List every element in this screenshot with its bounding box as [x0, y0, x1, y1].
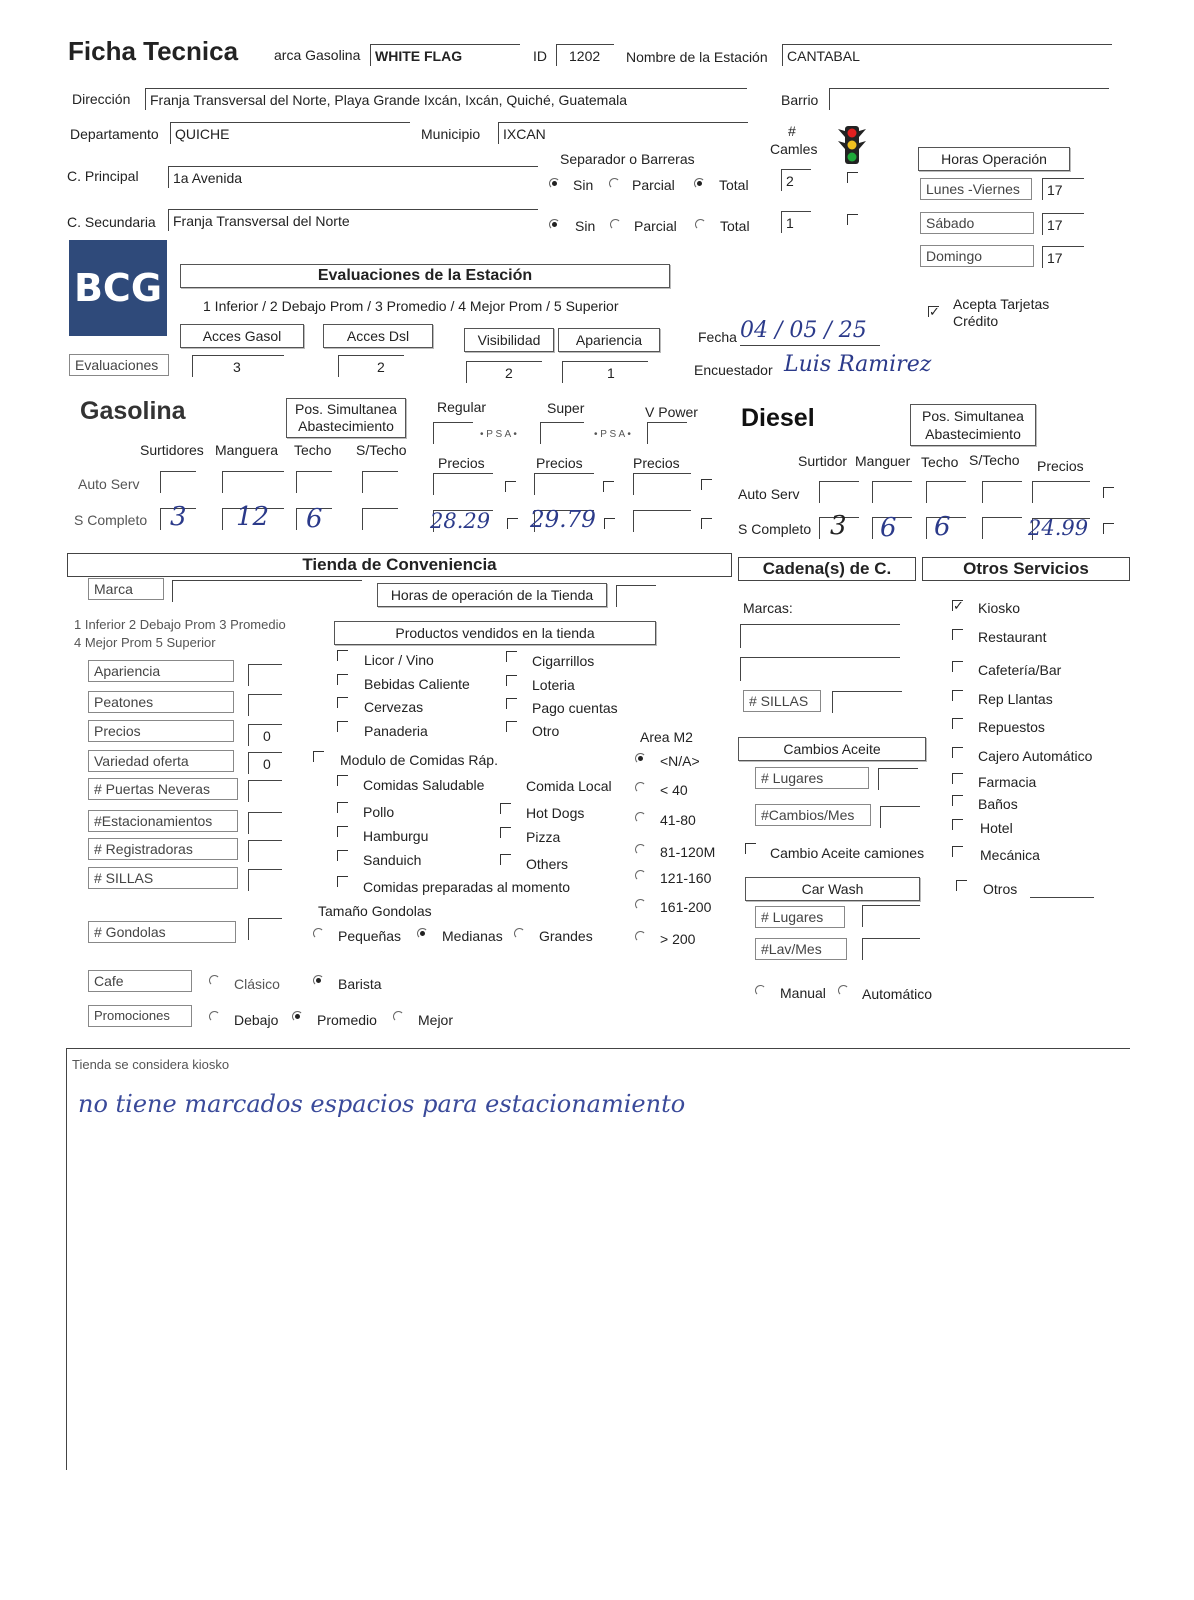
gas-sc-precio-regular-value: 28.29 — [430, 509, 491, 533]
area-na-label: <N/A> — [660, 753, 700, 769]
principal-parcial-label: Parcial — [632, 177, 675, 193]
tienda-sillas-field[interactable] — [248, 869, 282, 891]
diesel-manguer-col: Manguer — [855, 453, 911, 469]
horas-sabado-label: Sábado — [920, 212, 1034, 234]
aceite-title: Cambios Aceite — [738, 737, 926, 761]
gas-sc-precio-super-value: 29.79 — [530, 507, 596, 533]
gas-sc-regular-check[interactable] — [507, 518, 518, 529]
dsl-as-techo[interactable] — [926, 481, 966, 503]
camiles-principal-check[interactable] — [847, 172, 858, 183]
gasolina-s-completo-label: S Completo — [74, 512, 148, 528]
area-40-radio[interactable] — [635, 782, 646, 793]
dsl-sc-stecho[interactable] — [982, 517, 1022, 539]
encuestador-label: Encuestador — [694, 362, 773, 378]
pizza-check[interactable] — [500, 827, 511, 838]
horas-title: Horas Operación — [918, 147, 1070, 171]
acces-gasol-field[interactable]: 3 — [192, 355, 284, 377]
otros-farmacia-label: Farmacia — [978, 774, 1037, 790]
dsl-sc-check[interactable] — [1103, 523, 1114, 534]
tienda-peatones-label: Peatones — [88, 691, 234, 713]
comidas-preparadas-label: Comidas preparadas al momento — [363, 879, 570, 895]
cadena-title: Cadena(s) de C. — [738, 557, 916, 581]
gas-as-precio-regular[interactable] — [433, 473, 493, 495]
gondolas-grandes-radio[interactable] — [514, 928, 525, 939]
gas-as-regular-check[interactable] — [505, 481, 516, 492]
tienda-horas-label: Horas de operación de la Tienda — [377, 583, 607, 607]
tienda-estacionamientos-label: #Estacionamientos — [88, 810, 238, 832]
traffic-light-icon — [837, 125, 867, 165]
otros-cafeteria-label: Cafetería/Bar — [978, 662, 1062, 678]
apariencia-label: Apariencia — [558, 328, 660, 352]
camiles-secundaria-field[interactable]: 1 — [781, 211, 811, 233]
gondolas-grandes-label: Grandes — [539, 928, 593, 944]
secundaria-total-radio[interactable] — [695, 219, 706, 230]
horas-sabado-field[interactable]: 17 — [1042, 213, 1084, 235]
area-na-radio[interactable] — [635, 753, 646, 764]
otros-farmacia-check[interactable] — [952, 773, 963, 784]
otros-hotel-label: Hotel — [980, 820, 1013, 836]
departamento-field[interactable]: QUICHE — [170, 122, 410, 144]
carwash-lugares-field[interactable] — [862, 905, 920, 927]
estacion-field[interactable]: CANTABAL — [782, 44, 1112, 66]
cafe-label: Cafe — [88, 970, 192, 992]
gondolas-pequenas-radio[interactable] — [313, 928, 324, 939]
gas-sc-manguera-value: 12 — [236, 502, 270, 532]
cadena-sillas-field[interactable] — [832, 691, 902, 713]
id-field[interactable]: 1202 — [556, 44, 614, 66]
acepta-tarjetas-label: Acepta Tarjetas Crédito — [953, 296, 1050, 329]
secundaria-sin-radio[interactable] — [549, 219, 560, 230]
aceite-cambios-field[interactable] — [880, 806, 920, 828]
vpower-pos-field[interactable] — [647, 422, 687, 444]
fecha-underline — [740, 345, 880, 346]
super-label: Super — [547, 400, 585, 416]
principal-total-radio[interactable] — [694, 178, 705, 189]
c-principal-field[interactable]: 1a Avenida — [168, 166, 538, 188]
otros-restaurant-label: Restaurant — [978, 629, 1047, 645]
gasolina-auto-serv-label: Auto Serv — [78, 476, 140, 492]
direccion-label: Dirección — [72, 91, 131, 107]
promo-promedio-label: Promedio — [317, 1012, 377, 1028]
otros-cafeteria-check[interactable] — [952, 661, 963, 672]
principal-total-label: Total — [719, 177, 749, 193]
acepta-tarjetas-check[interactable]: ✓ — [929, 304, 940, 319]
otros-llantas-check[interactable] — [952, 690, 963, 701]
diesel-surtidor-col: Surtidor — [798, 453, 848, 469]
prod-licor-check[interactable] — [337, 650, 348, 661]
hotdogs-check[interactable] — [500, 803, 511, 814]
aceite-lugares-label: # Lugares — [755, 767, 869, 789]
aceite-camiones-check[interactable] — [745, 843, 756, 854]
carwash-auto-radio[interactable] — [838, 985, 849, 996]
dsl-sc-techo-value: 6 — [934, 512, 951, 542]
gas-sc-surtidores-value: 3 — [170, 502, 187, 532]
cadena-sillas-label: # SILLAS — [743, 690, 821, 712]
c-principal-label: C. Principal — [67, 168, 139, 184]
camiles-principal-field[interactable]: 2 — [781, 169, 811, 191]
tienda-gondolas-field[interactable] — [248, 918, 282, 940]
otros-llantas-label: Rep Llantas — [978, 691, 1053, 707]
municipio-field[interactable]: IXCAN — [498, 122, 748, 144]
principal-sin-label: Sin — [573, 177, 594, 193]
cafe-clasico-radio[interactable] — [209, 975, 220, 986]
tienda-horas-field[interactable] — [616, 585, 656, 607]
carwash-manual-label: Manual — [780, 985, 826, 1001]
aceite-camiones-label: Cambio Aceite camiones — [770, 845, 925, 861]
gas-as-super-check[interactable] — [603, 481, 614, 492]
otros-cajero-check[interactable] — [952, 747, 963, 758]
notes-top-border — [66, 1048, 1130, 1049]
tienda-peatones-field[interactable] — [248, 694, 282, 716]
pollo-label: Pollo — [363, 804, 395, 820]
c-secundaria-field[interactable]: Franja Transversal del Norte — [168, 209, 538, 231]
otros-banos-check[interactable] — [952, 795, 963, 806]
tienda-scale-2: 4 Mejor Prom 5 Superior — [74, 635, 216, 650]
gas-as-vpower-check[interactable] — [701, 479, 712, 490]
prod-otro-label: Otro — [532, 723, 560, 739]
direccion-field[interactable]: Franja Transversal del Norte, Playa Grande Ixcán, Ixcán, Quiché, Guatemala — [145, 88, 747, 110]
departamento-label: Departamento — [70, 126, 159, 142]
visibilidad-field[interactable]: 2 — [466, 361, 542, 383]
tienda-marca-field[interactable] — [172, 580, 362, 602]
page-title: Ficha Tecnica — [68, 36, 239, 66]
promo-debajo-label: Debajo — [234, 1012, 279, 1028]
principal-sin-radio[interactable] — [549, 178, 560, 189]
diesel-auto-serv-label: Auto Serv — [738, 486, 800, 502]
psa-super: • P S A • — [594, 429, 631, 440]
vpower-label: V Power — [645, 404, 698, 420]
manguera-col: Manguera — [215, 442, 279, 458]
modulo-check[interactable] — [313, 751, 324, 762]
horas-domingo-field[interactable]: 17 — [1042, 246, 1084, 268]
tienda-variedad-field[interactable]: 0 — [248, 752, 282, 774]
tienda-registradoras-field[interactable] — [248, 840, 282, 862]
prod-panaderia-check[interactable] — [337, 721, 348, 732]
surtidores-col: Surtidores — [140, 442, 204, 458]
prod-cervezas-label: Cervezas — [364, 699, 424, 715]
gas-as-surtidores[interactable] — [160, 471, 196, 493]
gas-sc-vpower-check[interactable] — [701, 518, 712, 529]
pollo-check[interactable] — [337, 802, 348, 813]
area-200-radio[interactable] — [635, 899, 646, 910]
cafe-clasico-label: Clásico — [234, 976, 280, 992]
secundaria-parcial-radio[interactable] — [610, 219, 621, 230]
prod-pago-label: Pago cuentas — [532, 700, 618, 716]
comidas-preparadas-check[interactable] — [337, 876, 348, 887]
acces-dsl-label: Acces Dsl — [323, 324, 433, 348]
promo-promedio-radio[interactable] — [292, 1011, 303, 1022]
tienda-puertas-label: # Puertas Neveras — [88, 778, 238, 800]
principal-parcial-radio[interactable] — [609, 178, 620, 189]
diesel-techo-col: Techo — [921, 454, 959, 470]
otros-repuestos-label: Repuestos — [978, 719, 1045, 735]
diesel-precios-label: Precios — [1037, 458, 1084, 474]
area-200plus-label: > 200 — [660, 931, 696, 947]
comidas-saludable-check[interactable] — [337, 775, 348, 786]
tienda-puertas-field[interactable] — [248, 780, 282, 802]
bcg-logo — [69, 240, 167, 336]
otros-cajero-label: Cajero Automático — [978, 748, 1093, 764]
secundaria-parcial-label: Parcial — [634, 218, 677, 234]
promo-debajo-radio[interactable] — [209, 1011, 220, 1022]
otros-otros-underline — [1030, 897, 1094, 898]
otros-mecanica-label: Mecánica — [980, 847, 1040, 863]
area-160-label: 121-160 — [660, 870, 712, 886]
cafe-barista-radio[interactable] — [313, 975, 324, 986]
stecho-col: S/Techo — [356, 442, 407, 458]
area-160-radio[interactable] — [635, 870, 646, 881]
gas-as-precio-vpower[interactable] — [633, 473, 691, 495]
diesel-pos-label: Pos. Simultanea Abastecimiento — [910, 404, 1036, 446]
barrio-field[interactable] — [829, 88, 1109, 110]
fecha-label: Fecha — [698, 329, 737, 345]
others-label: Others — [526, 856, 569, 872]
super-pos-field[interactable] — [540, 422, 584, 444]
prod-pago-check[interactable] — [506, 698, 517, 709]
prod-cigarrillos-label: Cigarrillos — [532, 653, 595, 669]
notes-handwritten[interactable]: no tiene marcados espacios para estacionamiento — [78, 1090, 686, 1118]
gasolina-pos-label: Pos. Simultanea Abastecimiento — [286, 398, 406, 438]
otros-otros-label: Otros — [983, 881, 1018, 897]
precios-regular-label: Precios — [438, 455, 485, 471]
aceite-lugares-field[interactable] — [878, 768, 918, 790]
evaluaciones-row-label: Evaluaciones — [69, 354, 169, 376]
hamburgu-check[interactable] — [337, 826, 348, 837]
diesel-title: Diesel — [741, 404, 815, 432]
dsl-sc-surtidor-value: 3 — [830, 511, 847, 541]
comida-local-label: Comida Local — [526, 778, 612, 794]
carwash-title: Car Wash — [745, 877, 920, 901]
gas-sc-precio-vpower[interactable] — [633, 510, 691, 532]
otros-kiosko-check[interactable]: ✓ — [953, 598, 964, 613]
horas-domingo-label: Domingo — [920, 245, 1034, 267]
productos-title: Productos vendidos en la tienda — [334, 621, 656, 645]
cafe-barista-label: Barista — [338, 976, 382, 992]
otros-title: Otros Servicios — [922, 557, 1130, 581]
sanduich-label: Sanduich — [363, 852, 422, 868]
pizza-label: Pizza — [526, 829, 561, 845]
marca-label: arca Gasolina — [274, 47, 361, 63]
gas-as-techo[interactable] — [296, 471, 332, 493]
tienda-apariencia-label: Apariencia — [88, 660, 234, 682]
area-120-radio[interactable] — [635, 844, 646, 855]
dsl-as-check[interactable] — [1103, 487, 1114, 498]
evaluaciones-title: Evaluaciones de la Estación — [180, 264, 670, 288]
modulo-label: Modulo de Comidas Ráp. — [340, 752, 498, 768]
horas-lunes-label: Lunes -Viernes — [920, 178, 1032, 200]
marca-2-field[interactable] — [740, 657, 900, 681]
bcg-logo-text: BCG — [73, 266, 163, 310]
horas-lunes-field[interactable]: 17 — [1042, 178, 1084, 200]
otros-banos-label: Baños — [978, 796, 1018, 812]
diesel-s-completo-label: S Completo — [738, 521, 812, 537]
prod-panaderia-label: Panaderia — [364, 723, 428, 739]
otros-repuestos-check[interactable] — [952, 718, 963, 729]
gas-as-stecho[interactable] — [362, 471, 398, 493]
fecha-value: 04 / 05 / 25 — [740, 318, 867, 343]
tienda-scale-1: 1 Inferior 2 Debajo Prom 3 Promedio — [74, 617, 286, 632]
secundaria-total-label: Total — [720, 218, 750, 234]
tienda-apariencia-field[interactable] — [248, 664, 282, 686]
encuestador-signature: Luis Ramirez — [784, 352, 932, 377]
tienda-variedad-label: Variedad oferta — [88, 750, 234, 772]
aceite-cambios-label: #Cambios/Mes — [755, 804, 871, 826]
apariencia-field[interactable]: 1 — [562, 361, 648, 383]
separador-label: Separador o Barreras — [560, 151, 695, 167]
camiles-hash: # — [788, 123, 796, 139]
carwash-lugares-label: # Lugares — [755, 906, 845, 928]
area-40-label: < 40 — [660, 782, 688, 798]
area-label: Area M2 — [640, 729, 693, 745]
area-200plus-radio[interactable] — [635, 931, 646, 942]
gondolas-medianas-label: Medianas — [442, 928, 503, 944]
promo-mejor-label: Mejor — [418, 1012, 454, 1028]
prod-bebidas-label: Bebidas Caliente — [364, 676, 470, 692]
gasolina-title: Gasolina — [80, 397, 186, 425]
gas-sc-techo-value: 6 — [306, 504, 323, 534]
regular-pos-field[interactable] — [433, 422, 473, 444]
camiles-secundaria-check[interactable] — [847, 214, 858, 225]
hamburgu-label: Hamburgu — [363, 828, 429, 844]
prod-cigarrillos-check[interactable] — [506, 651, 517, 662]
otros-restaurant-check[interactable] — [952, 629, 963, 640]
dsl-as-surtidor[interactable] — [819, 481, 859, 503]
gondolas-medianas-radio[interactable] — [417, 928, 428, 939]
prod-bebidas-check[interactable] — [337, 674, 348, 685]
marcas-label: Marcas: — [743, 600, 793, 616]
otros-hotel-check[interactable] — [952, 819, 963, 830]
regular-label: Regular — [437, 399, 487, 415]
carwash-lav-label: #Lav/Mes — [755, 938, 847, 960]
otros-mecanica-check[interactable] — [952, 846, 963, 857]
barrio-label: Barrio — [781, 92, 819, 108]
tienda-title: Tienda de Conveniencia — [67, 553, 732, 577]
tienda-estacionamientos-field[interactable] — [248, 812, 282, 834]
secundaria-sin-label: Sin — [575, 218, 596, 234]
carwash-manual-radio[interactable] — [755, 985, 766, 996]
camiles-label: Camles — [770, 141, 818, 157]
acces-gasol-label: Acces Gasol — [180, 324, 304, 348]
dsl-sc-precio-value: 24.99 — [1028, 516, 1089, 540]
promo-mejor-radio[interactable] — [393, 1011, 404, 1022]
tienda-gondolas-label: # Gondolas — [88, 921, 236, 943]
prod-loteria-label: Loteria — [532, 677, 575, 693]
diesel-stecho-col: S/Techo — [969, 452, 1020, 468]
dsl-as-stecho[interactable] — [982, 481, 1022, 503]
tienda-sillas-label: # SILLAS — [88, 867, 238, 889]
visibilidad-label: Visibilidad — [464, 328, 554, 352]
evaluaciones-scale: 1 Inferior / 2 Debajo Prom / 3 Promedio / 4 Mejor Prom / 5 Superior — [203, 298, 619, 314]
notes-typed: Tienda se considera kiosko — [72, 1057, 230, 1072]
others-check[interactable] — [500, 854, 511, 865]
gondolas-pequenas-label: Pequeñas — [338, 928, 402, 944]
precios-super-label: Precios — [536, 455, 583, 471]
carwash-auto-label: Automático — [862, 986, 933, 1002]
id-label: ID — [533, 48, 547, 64]
prod-loteria-check[interactable] — [506, 675, 517, 686]
tienda-precios-field[interactable]: 0 — [248, 724, 282, 746]
notes-left-border — [66, 1048, 67, 1470]
sanduich-check[interactable] — [337, 850, 348, 861]
tienda-precios-label: Precios — [88, 720, 234, 742]
techo-col: Techo — [294, 442, 332, 458]
estacion-label: Nombre de la Estación — [626, 49, 768, 65]
prod-cervezas-check[interactable] — [337, 697, 348, 708]
marca-1-field[interactable] — [740, 624, 900, 648]
prod-otro-check[interactable] — [506, 721, 517, 732]
dsl-sc-manguer-value: 6 — [880, 513, 897, 543]
gas-as-precio-super[interactable] — [534, 473, 594, 495]
comidas-saludable-label: Comidas Saludable — [363, 777, 485, 793]
tienda-marca-label: Marca — [88, 578, 164, 600]
precios-vpower-label: Precios — [633, 455, 680, 471]
area-80-label: 41-80 — [660, 812, 696, 828]
gas-sc-stecho[interactable] — [362, 508, 398, 530]
acces-dsl-field[interactable]: 2 — [338, 355, 404, 377]
area-200-label: 161-200 — [660, 899, 712, 915]
marca-field[interactable]: WHITE FLAG — [370, 44, 520, 66]
dsl-as-precio[interactable] — [1032, 481, 1090, 503]
promociones-label: Promociones — [88, 1005, 192, 1027]
hotdogs-label: Hot Dogs — [526, 805, 585, 821]
gas-as-manguera[interactable] — [222, 471, 284, 493]
otros-kiosko-label: Kiosko — [978, 600, 1021, 616]
area-120-label: 81-120M — [660, 844, 716, 860]
psa-regular: • P S A • — [480, 429, 517, 440]
dsl-as-manguer[interactable] — [872, 481, 912, 503]
gondolas-title: Tamaño Gondolas — [318, 903, 432, 919]
municipio-label: Municipio — [421, 126, 481, 142]
carwash-lav-field[interactable] — [862, 938, 920, 960]
prod-licor-label: Licor / Vino — [364, 652, 434, 668]
tienda-registradoras-label: # Registradoras — [88, 838, 238, 860]
gas-sc-super-check[interactable] — [604, 518, 615, 529]
c-secundaria-label: C. Secundaria — [67, 214, 156, 230]
otros-otros-check[interactable] — [956, 880, 967, 891]
area-80-radio[interactable] — [635, 812, 646, 823]
